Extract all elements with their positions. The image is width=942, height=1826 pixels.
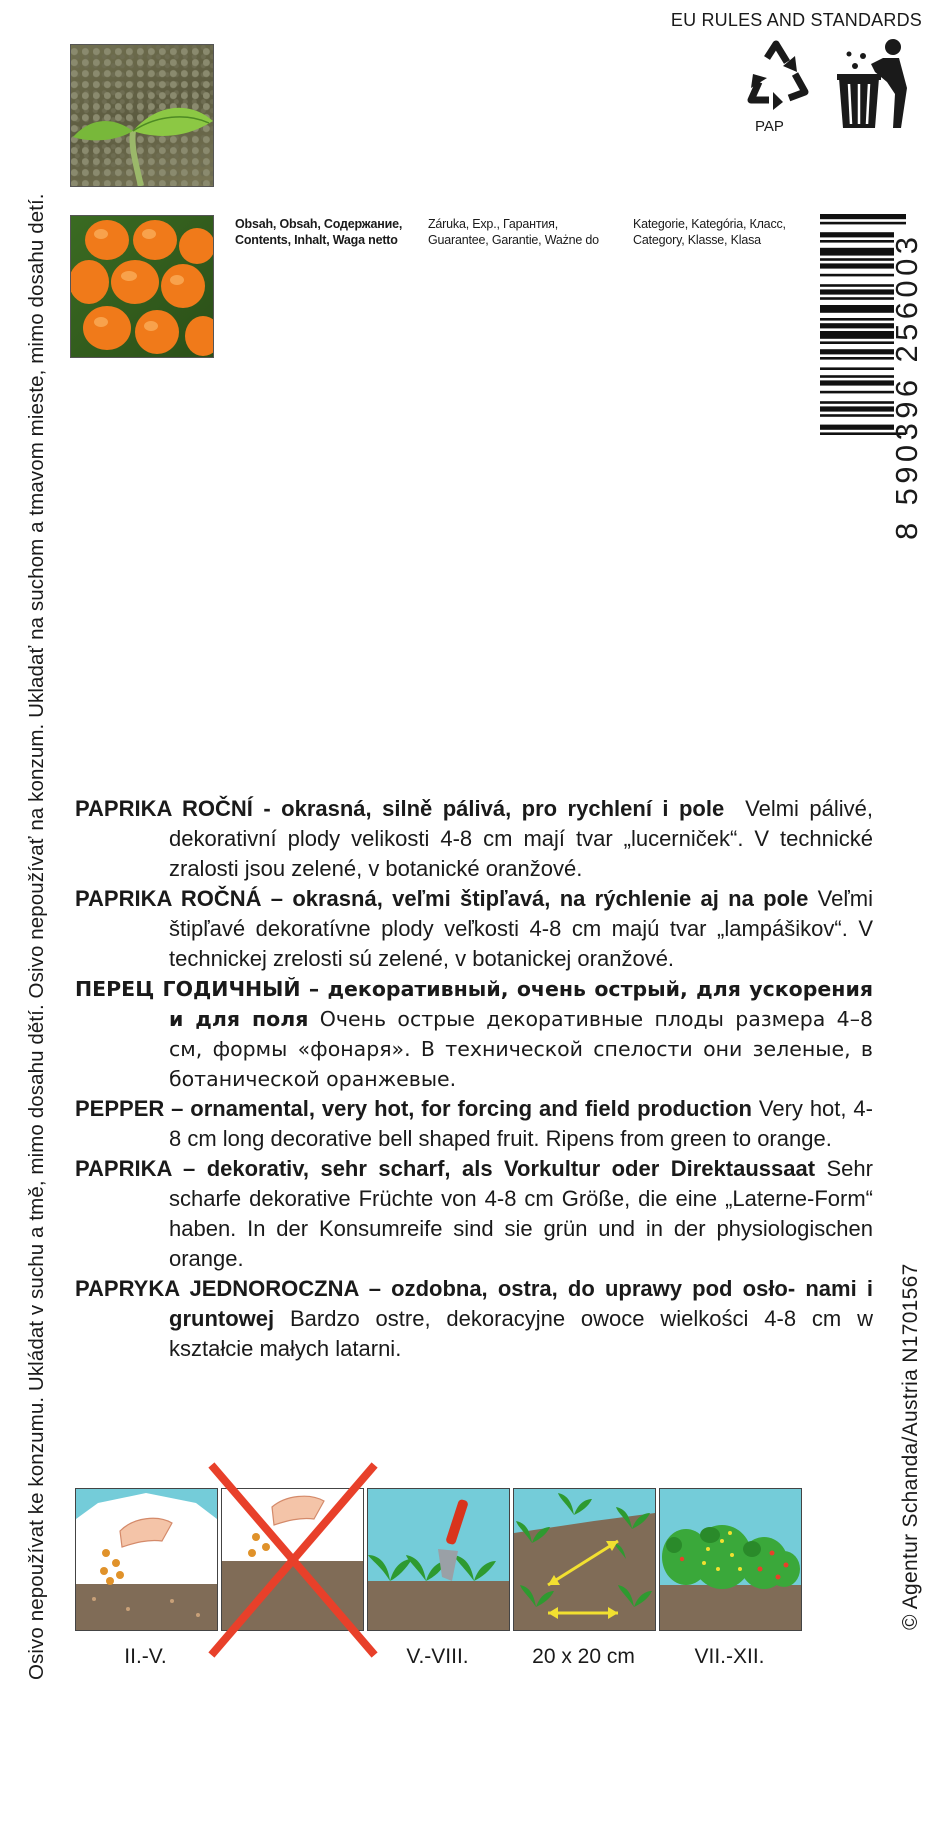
barcode-bar (820, 297, 894, 300)
barcode-bar (820, 349, 894, 354)
tidyman-icon (835, 38, 915, 132)
barcode-bar (820, 401, 894, 404)
barcode-bar (820, 414, 894, 417)
barcode-bar (820, 323, 894, 328)
category-label: Kategorie, Kategória, Класс, Category, Klasse, Klasa (633, 217, 786, 247)
barcode-bar (820, 391, 894, 394)
transplant-panel (367, 1488, 510, 1631)
barcode-bar (820, 274, 894, 277)
recycle-icon (743, 40, 813, 116)
seedling-photo (70, 44, 214, 187)
barcode-bar (820, 258, 894, 261)
barcode-bar (820, 284, 894, 287)
barcode-bar (820, 425, 894, 430)
barcode-bar (820, 305, 894, 313)
barcode-bar (820, 232, 894, 237)
description-block (75, 794, 873, 1364)
barcode-bar (820, 318, 894, 321)
caption-sowing: II.-V. (124, 1645, 167, 1668)
spacing-panel (513, 1488, 656, 1631)
barcode-bar (820, 214, 906, 219)
description-de: PAPRIKA – dekorativ, sehr scharf, als Vorkultur oder Direktaussaat Sehr scharfe dekorative Früchte von 4-8 cm Größe, die eine „Laterne-Form“ haben. In der Konsumreife sind sie grün und in der physiologischen orange. (75, 1156, 873, 1271)
caption-harvest: VII.-XII. (694, 1645, 765, 1668)
sowing-indoor-panel (75, 1488, 218, 1631)
storage-warning: Osivo nepoužívat ke konzumu. Ukládat v suchu a tmě, mimo dosahu dětí. Osivo nepoužívať na konzum. Ukladať na suchom a tmavom mieste, mimo dosahu detí. (25, 193, 48, 1680)
barcode-bar (820, 357, 894, 360)
caption-spacing: 20 x 20 cm (532, 1645, 635, 1668)
cross-icon (208, 1462, 378, 1658)
pepper-photo (70, 215, 214, 358)
caption-transplant: V.-VIII. (406, 1645, 469, 1668)
barcode-bar (820, 248, 894, 256)
barcode-digits: 8 590396 256003 (889, 232, 924, 540)
barcode-bar (820, 367, 894, 370)
barcode-bar (820, 406, 894, 411)
barcode-bar (820, 380, 894, 385)
barcode-bar (820, 263, 894, 268)
description-ru: ПЕРЕЦ ГОДИЧНЫЙ – декоративный, очень острый, для ускорения и для поля Очень острые декоративные плоды размера 4–8 см, формы «фонаря». В технической спелости они зеленые, в ботанической оранжевые. (75, 977, 873, 1091)
barcode-bar (820, 341, 894, 344)
contents-label: Obsah, Obsah, Содержание, Contents, Inhalt, Waga netto (235, 217, 403, 247)
barcode-bar (820, 331, 894, 339)
recycle-label: PAP (755, 118, 784, 135)
description-sk: PAPRIKA ROČNÁ – okrasná, veľmi štipľavá, na rýchlenie aj na pole Veľmi štipľavé dekoratívne plody veľkosti 4-8 cm majú tvar „lampášikov“. V technickej zrelosti sú zelené, v botanickej oranžové. (75, 886, 873, 971)
copyright-text: © Agentur Schanda/Austria N1701567 (899, 1263, 922, 1630)
description-pl: PAPRYKA JEDNOROCZNA – ozdobna, ostra, do uprawy pod osło- nami i gruntowej Bardzo ostre, dekoracyjne owoce wielkości 4-8 cm w kształcie małych latarni. (75, 1276, 873, 1361)
barcode-bar (820, 289, 894, 294)
barcode-bar (820, 240, 894, 243)
eu-rules-title: EU RULES AND STANDARDS (670, 10, 922, 30)
description-cz: PAPRIKA ROČNÍ - okrasná, silně pálivá, pro rychlení i pole Velmi pálivé, dekorativní plody velikosti 4-8 cm mají tvar „lucerniček“. V technické zralosti jsou zelené, v botanické oranžové. (75, 796, 873, 881)
description-en: PEPPER – ornamental, very hot, for forcing and field production Very hot, 4-8 cm long decorative bell shaped fruit. Ripens from green to orange. (75, 1096, 873, 1151)
barcode-bar (820, 375, 894, 378)
harvest-panel (659, 1488, 802, 1631)
guarantee-label: Záruka, Exp., Гарантия, Guarantee, Garantie, Ważne do (428, 217, 599, 247)
